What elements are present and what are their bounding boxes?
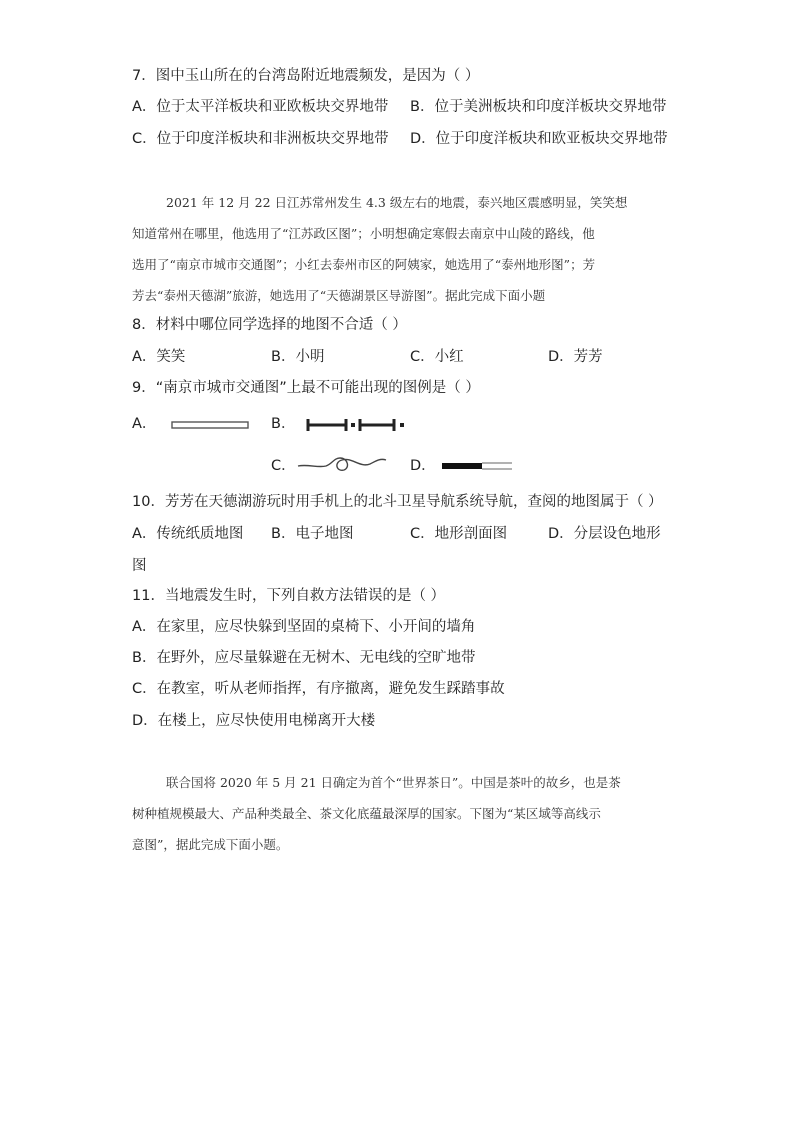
material-paragraph-2 (132, 767, 662, 860)
q11-option-a: A．在家里，应尽快躲到坚固的桌椅下、小开间的墙角 (132, 619, 476, 635)
q8-option-c: C．小红 (410, 349, 464, 365)
q9-option-b: B． (271, 416, 296, 432)
q9-option-c: C． (271, 458, 296, 474)
q9-stem: 9．“南京市城市交通图”上最不可能出现的图例是（ ） (132, 380, 480, 396)
q11-option-d: D．在楼上，应尽快使用电梯离开大楼 (132, 713, 376, 729)
q7-option-a: A．位于太平洋板块和亚欧板块交界地带 (132, 99, 389, 115)
material-1-line: 芳去“泰州天德湖”旅游，她选用了“天德湖景区导游图”。据此完成下面小题 (132, 288, 546, 303)
q8-stem: 8．材料中哪位同学选择的地图不合适（ ） (132, 317, 407, 333)
q10-option-a: A．传统纸质地图 (132, 526, 244, 542)
material-1-line: 2021 年 12 月 22 日江苏常州发生 4.3 级左右的地震，泰兴地区震感明显，笑笑想 (166, 195, 628, 210)
material-paragraph-1 (132, 187, 662, 311)
q7-option-c: C．位于印度洋板块和非洲板块交界地带 (132, 131, 389, 147)
q10-option-c: C．地形剖面图 (410, 526, 508, 542)
river-legend-icon (296, 452, 390, 476)
q8-option-a: A．笑笑 (132, 349, 186, 365)
q7-option-b: B．位于美洲板块和印度洋板块交界地带 (410, 99, 667, 115)
material-1-line: 选用了“南京市城市交通图”；小红去泰州市区的阿姨家，她选用了“泰州地形图”；芳 (132, 257, 596, 272)
q11-option-b: B．在野外，应尽量躲避在无树木、无电线的空旷地带 (132, 650, 476, 666)
q9-option-d: D． (410, 458, 436, 474)
q10-option-d-wrap: 图 (132, 558, 147, 574)
q10-option-b: B．电子地图 (271, 526, 354, 542)
boundary-road-legend-icon (440, 460, 516, 474)
q7-stem: 7．图中玉山所在的台湾岛附近地震频发，是因为（ ） (132, 68, 480, 84)
q11-option-c: C．在教室，听从老师指挥，有序撤离，避免发生踩踏事故 (132, 681, 505, 697)
q9-option-a: A． (132, 416, 157, 432)
q7-option-d: D．位于印度洋板块和欧亚板块交界地带 (410, 131, 668, 147)
material-2-line: 联合国将 2020 年 5 月 21 日确定为首个“世界茶日”。中国是茶叶的故乡，也是茶 (166, 775, 621, 790)
railway-legend-icon (302, 417, 410, 433)
material-1-line: 知道常州在哪里，他选用了“江苏政区图”；小明想确定寒假去南京中山陵的路线，他 (132, 226, 595, 241)
material-2-line: 意图”，据此完成下面小题。 (132, 837, 289, 852)
q11-stem: 11．当地震发生时，下列自救方法错误的是（ ） (132, 588, 446, 604)
q10-option-d: D．分层设色地形 (548, 526, 661, 542)
material-2-line: 树种植规模最大、产品种类最全、茶文化底蕴最深厚的国家。下图为“某区域等高线示 (132, 806, 601, 821)
q10-stem: 10．芳芳在天德湖游玩时用手机上的北斗卫星导航系统导航，查阅的地图属于（ ） (132, 494, 663, 510)
q8-option-d: D．芳芳 (548, 349, 603, 365)
double-line-road-legend-icon (170, 418, 252, 434)
q8-option-b: B．小明 (271, 349, 325, 365)
